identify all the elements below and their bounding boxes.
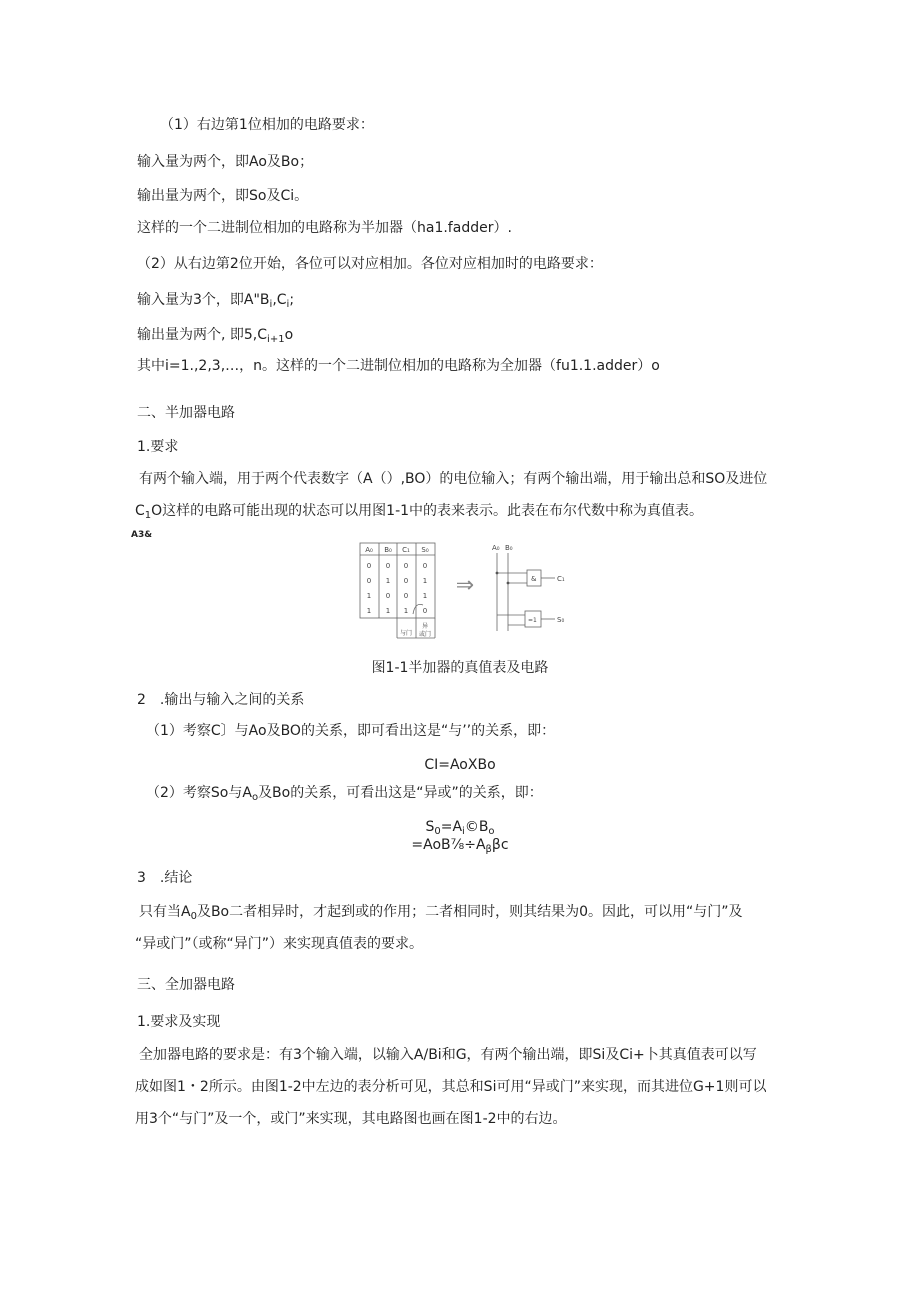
equation-2: $S_0=A_i©B_o$ — [425, 819, 495, 837]
relation-2: （2）考察So与$A_o$及Bo的关系，可看出这是“异或”的关系，即： — [146, 785, 543, 803]
half-adder-circuit — [497, 553, 555, 631]
cell: 1 — [366, 592, 372, 600]
cell: 0 — [403, 577, 409, 585]
cell: 0 — [403, 562, 409, 570]
cell: 1 — [385, 577, 391, 585]
half-adder-sub3: 3 .结论 — [137, 870, 193, 886]
figure-tag: A3& — [131, 530, 153, 540]
full-adder-sub1: 1.要求及实现 — [137, 1014, 221, 1030]
and-gate-symbol: & — [531, 575, 537, 583]
s1-inputs: 输入量为两个，即Ao及Bo； — [137, 154, 314, 170]
half-adder-sub2: 2 .输出与输入之间的关系 — [137, 692, 305, 708]
in-b: B₀ — [505, 544, 513, 552]
s2-inputs: 输入量为3个，即$A"B_i,C_i$; — [137, 292, 295, 310]
label-xor-b: 或门 — [418, 631, 432, 638]
cell: 0 — [366, 577, 372, 585]
in-a: A₀ — [492, 544, 500, 552]
figure-caption: 图1-1半加器的真值表及电路 — [371, 660, 549, 676]
cell: 1 — [422, 592, 428, 600]
out-s: S₀ — [557, 616, 565, 624]
conclusion: 只有当$A_0$及Bo二者相异时，才起到或的作用；二者相同时，则其结果为0。因此，可以用“与门”及 “异或门”（或称“异门”）来实现真值表的要求。 — [135, 904, 743, 952]
cell: 1 — [403, 607, 409, 615]
s2-outputs: 输出量为两个, 即$5,C_{i+1}o$ — [137, 327, 294, 345]
cell: 1 — [385, 607, 391, 615]
label-xor-a: 异 — [421, 623, 429, 630]
equation-1: CI=AoXBo — [424, 757, 496, 773]
cell: 0 — [385, 562, 391, 570]
label-and-gate: 与门 — [399, 630, 413, 637]
col-c: C₁ — [402, 546, 410, 554]
s2-name: 其中i=1.,2,3,…，n。这样的一个二进制位相加的电路称为全加器（fu1.1.adder）o — [137, 358, 660, 374]
xor-gate-symbol: =1 — [528, 617, 537, 624]
col-a: A₀ — [365, 546, 373, 554]
half-adder-sub1: 1.要求 — [137, 439, 179, 455]
half-adder-title: 二、半加器电路 — [137, 405, 235, 421]
figure-1-1 — [355, 538, 585, 648]
cell: 0 — [366, 562, 372, 570]
s1-name: 这样的一个二进制位相加的电路称为半加器（ha1.fadder）. — [137, 220, 512, 236]
cell: 1 — [366, 607, 372, 615]
cell: 0 — [422, 607, 428, 615]
full-adder-title: 三、全加器电路 — [137, 977, 235, 993]
out-c: C₁ — [557, 575, 565, 583]
cell: 0 — [403, 592, 409, 600]
col-b: B₀ — [384, 546, 392, 554]
cell: 0 — [422, 562, 428, 570]
full-adder-para: 全加器电路的要求是：有3个输入端，以输入A/Bi和G，有两个输出端，即Si及Ci+卜其真值表可以写 成如图1・2所示。由图1-2中左边的表分析可见，其总和Si可用“异或门”来实现，而其进位G+1则可以 用3个“与门”及一个，或门”来实现，其电路图也画在图1-2中的右边。 — [135, 1047, 767, 1127]
relation-1: （1）考察C〕与Ao及BO的关系，即可看出这是“与’’的关系，即： — [146, 723, 556, 739]
s1-outputs: 输出量为两个，即So及Ci。 — [137, 188, 309, 204]
s1-heading: （1）右边第1位相加的电路要求： — [160, 117, 374, 133]
arrow-icon: ⇒ — [455, 573, 475, 598]
col-s: S₀ — [421, 546, 429, 554]
cell: 0 — [385, 592, 391, 600]
half-adder-para1: 有两个输入端，用于两个代表数字（A（）,BO）的电位输入；有两个输出端，用于输出总和SO及进位 $C_1O$这样的电路可能出现的状态可以用图1-1中的表来表示。此表在布尔代数中称为真值表。 — [135, 471, 768, 521]
s2-heading: （2）从右边第2位开始，各位可以对应相加。各位对应相加时的电路要求： — [137, 256, 603, 272]
cell: 1 — [422, 577, 428, 585]
equation-3: $=AoB\frac{7}{8}\div A_\beta\beta c$ — [411, 837, 509, 855]
